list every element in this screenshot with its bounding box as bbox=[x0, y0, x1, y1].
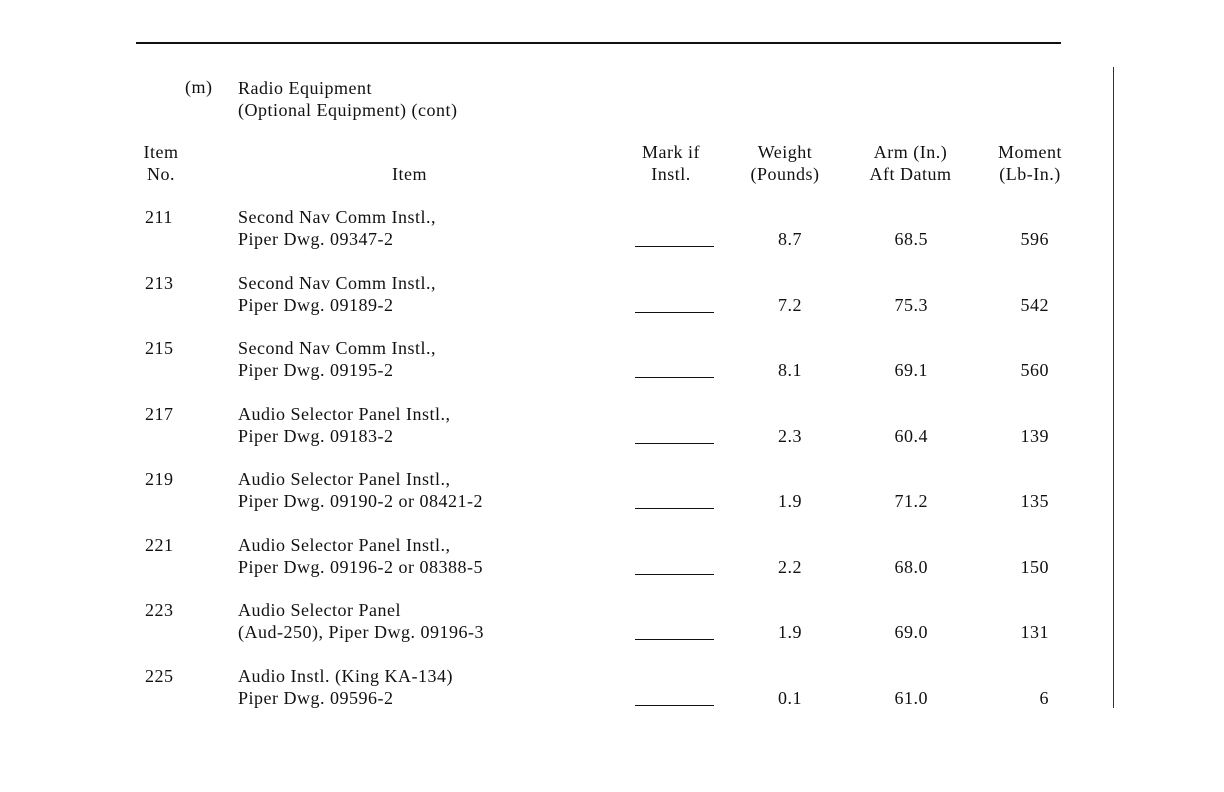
header-mark-line2: Instl. bbox=[651, 164, 691, 184]
arm-value: 68.0 bbox=[894, 557, 928, 577]
moment-value: 596 bbox=[1020, 229, 1049, 249]
moment-value: 139 bbox=[1020, 426, 1049, 446]
item-description-line1: Audio Selector Panel Instl., bbox=[238, 404, 451, 424]
moment-value: 135 bbox=[1020, 491, 1049, 511]
item-number: 219 bbox=[145, 469, 174, 489]
table-row bbox=[0, 272, 1224, 316]
table-row bbox=[0, 337, 1224, 381]
mark-if-installed-blank bbox=[635, 574, 714, 575]
top-rule bbox=[136, 42, 1061, 44]
mark-if-installed-blank bbox=[635, 377, 714, 378]
mark-if-installed-blank bbox=[635, 246, 714, 247]
weight-value: 2.2 bbox=[778, 557, 802, 577]
item-description-line1: Second Nav Comm Instl., bbox=[238, 207, 436, 227]
arm-value: 69.1 bbox=[894, 360, 928, 380]
header-item-no-line1: Item bbox=[143, 142, 179, 162]
item-description bbox=[238, 403, 450, 447]
item-number: 223 bbox=[145, 600, 174, 620]
item-number: 217 bbox=[145, 404, 174, 424]
mark-if-installed-blank bbox=[635, 508, 714, 509]
item-number: 225 bbox=[145, 666, 174, 686]
table-row bbox=[0, 534, 1224, 578]
header-mark-if-instl bbox=[631, 141, 711, 185]
item-number: 211 bbox=[145, 207, 173, 227]
item-description-line1: Audio Selector Panel Instl., bbox=[238, 535, 451, 555]
moment-value: 6 bbox=[1039, 688, 1049, 708]
moment-value: 560 bbox=[1020, 360, 1049, 380]
header-item: Item bbox=[392, 164, 427, 184]
section-title-line2: (Optional Equipment) (cont) bbox=[238, 100, 458, 120]
item-description bbox=[238, 534, 483, 578]
moment-value: 150 bbox=[1020, 557, 1049, 577]
header-item-no bbox=[141, 141, 181, 185]
arm-value: 68.5 bbox=[894, 229, 928, 249]
weight-value: 8.1 bbox=[778, 360, 802, 380]
weight-value: 1.9 bbox=[778, 622, 802, 642]
item-description-line2: Piper Dwg. 09196-2 or 08388-5 bbox=[238, 557, 483, 577]
mark-if-installed-blank bbox=[635, 443, 714, 444]
moment-value: 131 bbox=[1020, 622, 1049, 642]
weight-value: 8.7 bbox=[778, 229, 802, 249]
weight-value: 2.3 bbox=[778, 426, 802, 446]
header-item-no-line2: No. bbox=[147, 164, 175, 184]
arm-value: 71.2 bbox=[894, 491, 928, 511]
item-description-line1: Audio Selector Panel bbox=[238, 600, 401, 620]
arm-value: 69.0 bbox=[894, 622, 928, 642]
section-title bbox=[238, 77, 457, 121]
item-number: 215 bbox=[145, 338, 174, 358]
item-description-line1: Second Nav Comm Instl., bbox=[238, 338, 436, 358]
header-moment bbox=[985, 141, 1075, 185]
header-moment-line2: (Lb-In.) bbox=[999, 164, 1061, 184]
header-mark-line1: Mark if bbox=[642, 142, 700, 162]
table-row bbox=[0, 599, 1224, 643]
item-description bbox=[238, 272, 436, 316]
table-row bbox=[0, 403, 1224, 447]
item-number: 221 bbox=[145, 535, 174, 555]
item-description-line1: Audio Selector Panel Instl., bbox=[238, 469, 451, 489]
item-description-line2: Piper Dwg. 09347-2 bbox=[238, 229, 394, 249]
item-description bbox=[238, 337, 436, 381]
weight-value: 1.9 bbox=[778, 491, 802, 511]
table-row bbox=[0, 206, 1224, 250]
item-description-line1: Audio Instl. (King KA-134) bbox=[238, 666, 453, 686]
arm-value: 75.3 bbox=[894, 295, 928, 315]
header-weight-line2: (Pounds) bbox=[750, 164, 820, 184]
header-weight-line1: Weight bbox=[757, 142, 813, 162]
arm-value: 60.4 bbox=[894, 426, 928, 446]
weight-value: 0.1 bbox=[778, 688, 802, 708]
table-row bbox=[0, 665, 1224, 709]
item-description-line2: Piper Dwg. 09190-2 or 08421-2 bbox=[238, 491, 483, 511]
header-arm-line2: Aft Datum bbox=[869, 164, 952, 184]
mark-if-installed-blank bbox=[635, 312, 714, 313]
header-weight bbox=[740, 141, 830, 185]
item-description-line2: Piper Dwg. 09189-2 bbox=[238, 295, 394, 315]
table-row bbox=[0, 468, 1224, 512]
mark-if-installed-blank bbox=[635, 639, 714, 640]
header-moment-line1: Moment bbox=[998, 142, 1062, 162]
item-number: 213 bbox=[145, 273, 174, 293]
item-description-line2: Piper Dwg. 09195-2 bbox=[238, 360, 394, 380]
section-letter: (m) bbox=[185, 77, 213, 97]
item-description-line2: (Aud-250), Piper Dwg. 09196-3 bbox=[238, 622, 484, 642]
item-description bbox=[238, 468, 483, 512]
item-description-line2: Piper Dwg. 09596-2 bbox=[238, 688, 394, 708]
mark-if-installed-blank bbox=[635, 705, 714, 706]
moment-value: 542 bbox=[1020, 295, 1049, 315]
item-description-line2: Piper Dwg. 09183-2 bbox=[238, 426, 394, 446]
header-arm-line1: Arm (In.) bbox=[873, 142, 948, 162]
item-description bbox=[238, 206, 436, 250]
section-title-line1: Radio Equipment bbox=[238, 78, 372, 98]
item-description-line1: Second Nav Comm Instl., bbox=[238, 273, 436, 293]
item-description bbox=[238, 599, 484, 643]
header-arm bbox=[858, 141, 963, 185]
weight-value: 7.2 bbox=[778, 295, 802, 315]
item-description bbox=[238, 665, 453, 709]
arm-value: 61.0 bbox=[894, 688, 928, 708]
